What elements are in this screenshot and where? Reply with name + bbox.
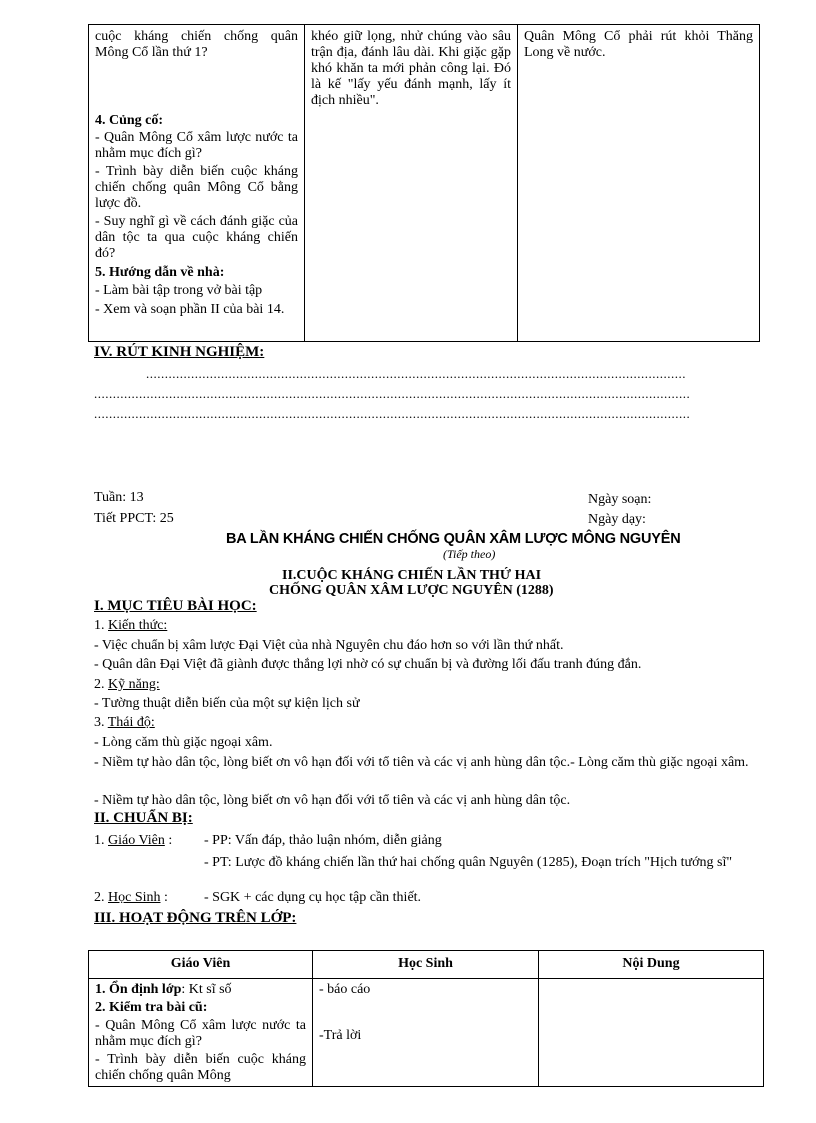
hoc-sinh-label: Học Sinh (108, 890, 161, 905)
top-table (88, 24, 760, 342)
muc-tieu-title: I. MỤC TIÊU BÀI HỌC: (94, 598, 257, 614)
on-dinh-text: : Kt sĩ số (181, 982, 232, 997)
kien-thuc-item: - Quân dân Đại Việt đã giành được thắng lợi nhờ có sự chuẩn bị và đường lối đấu tranh đúng đắn. (94, 657, 642, 672)
cung-co-item: - Trình bày diễn biến cuộc kháng chiến chống quân Mông Cổ bằng lược đồ. (95, 164, 298, 211)
thai-do-label: Thái độ: (107, 715, 155, 730)
ngay-soan-label: Ngày soạn: (588, 492, 652, 507)
header-giao-vien: Giáo Viên (170, 956, 231, 971)
top-table-col-hoc-sinh (305, 25, 518, 341)
kiem-tra-item: - Trình bày diễn biến cuộc kháng chiến chống quân Mông (95, 1052, 306, 1083)
lesson-subtitle: (Tiếp theo) (443, 547, 496, 561)
cung-co-item: - Suy nghĩ gì về cách đánh giặc của dân tộc ta qua cuộc kháng chiến đó? (95, 214, 298, 261)
thai-do-item: - Niềm tự hào dân tộc, lòng biết ơn vô hạn đối với tổ tiên và các vị anh hùng dân tộc.- Lòng căm thù giặc ngoại xâm. (94, 755, 749, 770)
bottom-table (88, 950, 764, 1087)
chuan-bi-title: II. CHUẨN BỊ: (94, 810, 193, 826)
bottom-table-col-giao-vien (89, 951, 313, 1086)
tuan-label: Tuần: 13 (94, 490, 144, 505)
part-title-line2: CHỐNG QUÂN XÂM LƯỢC NGUYÊN (1288) (269, 583, 554, 598)
ky-nang-label: Kỹ năng: (108, 677, 160, 692)
top-table-col-giao-vien (89, 25, 305, 341)
on-dinh-line (95, 982, 306, 998)
part-title-line1: II.CUỘC KHÁNG CHIẾN LẦN THỨ HAI (282, 568, 542, 583)
giao-vien-content (95, 982, 306, 1084)
thai-do-item: - Niềm tự hào dân tộc, lòng biết ơn vô hạn đối với tổ tiên và các vị anh hùng dân tộc. (94, 793, 571, 808)
kiem-tra-item: - Quân Mông Cổ xâm lược nước ta nhằm mục đích gì? (95, 1018, 306, 1049)
pp-text: - PP: Vấn đáp, thảo luận nhóm, diễn giảng (204, 833, 442, 848)
hoc-sinh-answer: khéo giữ lọng, nhử chúng vào sâu trận địa, đánh lâu dài. Khi giặc gặp khó khăn ta mới phản công lại. Đó là kế "lấy yếu đánh mạnh, lấy ít địch nhiều". (311, 29, 511, 108)
dotted-line: ............................................................................................................................................................... (94, 386, 691, 401)
bottom-table-col-hoc-sinh (313, 951, 539, 1086)
hoat-dong-title: III. HOẠT ĐỘNG TRÊN LỚP: (94, 910, 297, 926)
on-dinh-title: 1. Ổn định lớp (95, 982, 182, 997)
cung-co-title: 4. Củng cố: (95, 113, 164, 128)
lesson-title: BA LẦN KHÁNG CHIẾN CHỐNG QUÂN XÂM LƯỢC MÔNG NGUYÊN (226, 531, 681, 547)
cung-co-item: - Quân Mông Cổ xâm lược nước ta nhằm mục đích gì? (95, 130, 298, 161)
header-noi-dung: Nội Dung (622, 956, 680, 971)
kien-thuc-label: Kiến thức: (108, 618, 168, 633)
giao-vien-heading: 1. Giáo Viên : (94, 833, 173, 848)
hoc-sinh-content (319, 982, 532, 1044)
giao-vien-label: Giáo Viên (108, 833, 165, 848)
tiet-label: Tiết PPCT: 25 (94, 511, 174, 526)
ky-nang-item: - Tường thuật diễn biến của một sự kiện lịch sử (94, 696, 360, 711)
hs-item: - báo cáo (319, 982, 371, 997)
huong-dan-item: - Làm bài tập trong vở bài tập (95, 283, 263, 298)
huong-dan-item: - Xem và soạn phần II của bài 14. (95, 302, 285, 317)
rut-kinh-nghiem-title: IV. RÚT KINH NGHIỆM: (94, 344, 265, 360)
kien-thuc-heading: 1. Kiến thức: (94, 618, 168, 633)
top-table-col-noi-dung (518, 25, 759, 341)
dotted-line: ............................................................................................................................................................... (94, 406, 691, 421)
kiem-tra-title: 2. Kiểm tra bài cũ: (95, 1000, 208, 1015)
hoc-sinh-heading: 2. Học Sinh : (94, 890, 168, 905)
ngay-day-label: Ngày dạy: (588, 512, 646, 527)
pt-text: - PT: Lược đồ kháng chiến lần thứ hai chống quân Nguyên (1285), Đoạn trích "Hịch tướng sĩ" (204, 855, 733, 870)
huong-dan-title: 5. Hướng dẫn về nhà: (95, 265, 225, 280)
bottom-table-col-noi-dung (539, 951, 763, 1086)
ky-nang-heading: 2. Kỹ năng: (94, 677, 160, 692)
header-hoc-sinh: Học Sinh (398, 956, 453, 971)
kien-thuc-item: - Việc chuẩn bị xâm lược Đại Việt của nhà Nguyên chu đáo hơn so với lần thứ nhất. (94, 638, 564, 653)
intro-text: cuộc kháng chiến chống quân Mông Cổ lần thứ 1? (95, 29, 298, 60)
hs-text: - SGK + các dụng cụ học tập cần thiết. (204, 890, 422, 905)
dotted-line: ................................................................................................................................................ (146, 366, 686, 381)
thai-do-heading: 3. Thái độ: (94, 715, 155, 730)
noi-dung-text: Quân Mông Cổ phải rút khỏi Thăng Long về nước. (524, 29, 753, 60)
thai-do-item: - Lòng căm thù giặc ngoại xâm. (94, 735, 273, 750)
hs-item: -Trả lời (319, 1028, 362, 1043)
